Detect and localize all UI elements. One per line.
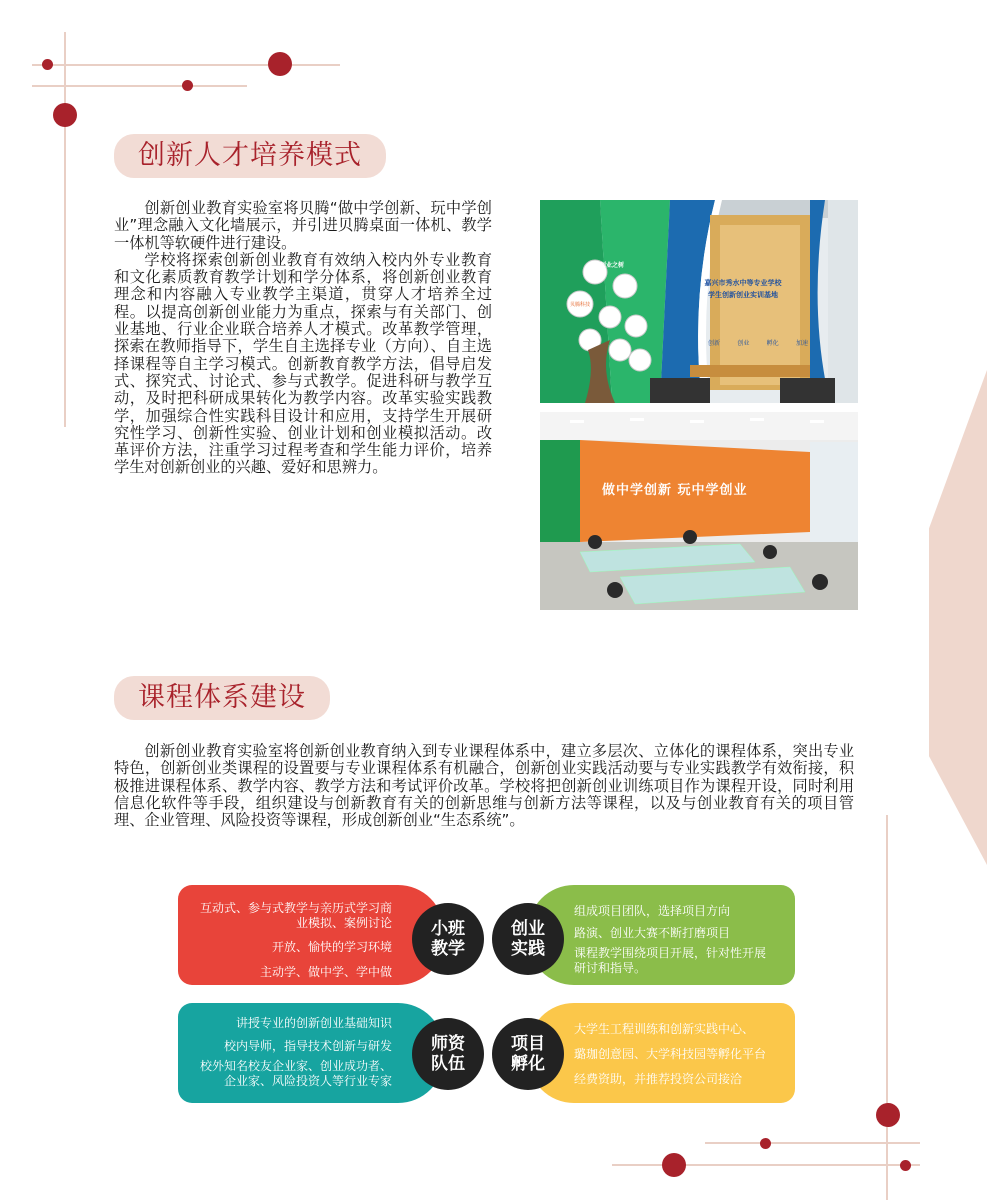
logo-text: 贝腾科技 bbox=[569, 302, 590, 308]
circle-practice-line2: 实践 bbox=[511, 939, 545, 959]
practice-item-3: 课程教学围绕项目开展，针对性开展 bbox=[574, 946, 767, 960]
practice-item-1: 组成项目团队，选择项目方向 bbox=[574, 904, 731, 918]
circle-faculty bbox=[412, 1018, 484, 1090]
decor-horizontal-line-top-2 bbox=[32, 85, 247, 87]
classroom-slogan: 做中学创新 玩中学创业 bbox=[602, 483, 748, 498]
section1-paragraph-2: 学校将探索创新创业教育有效纳入校内外专业教育和文化素质教育教学计划和学分体系，将创新创业教育理念和内容融入专业教学主渠道，贯穿人才培养全过程。以提高创新创业能力为重点，探索与有关部门、创业基地、行业企业联合培养人才模式。改革教学管理，探索在教师指导下，学生自主选择专业（方向）、自主选择课程等自主学习模式。创新教育教学方法，倡导启发式、探究式、讨论式、参与式教学。促进科研与教学互动，及时把科研成果转化为教学内容。改革实验实践教学，加强综合性实践科目设计和应用，支持学生开展研究性学习、创新性实验、创业计划和创业模拟活动。改革评价方法，注重学习过程考查和学生能力评价，培养学生对创新创业的兴趣、爱好和思辨力。 bbox=[114, 250, 492, 477]
circle-faculty-line2: 队伍 bbox=[431, 1054, 465, 1074]
box-small-class bbox=[178, 885, 444, 985]
circle-incubation-line1: 项目 bbox=[511, 1034, 545, 1054]
decor-dot-small-1 bbox=[42, 59, 53, 70]
practice-item-4: 研讨和指导。 bbox=[574, 961, 647, 975]
small-class-item-4: 主动学、做中学、学中做 bbox=[259, 965, 392, 979]
circle-practice bbox=[492, 903, 564, 975]
circle-small-class-line1: 小班 bbox=[431, 919, 465, 939]
section2-text bbox=[114, 743, 854, 829]
tree-sign: 创业之树 bbox=[600, 262, 625, 269]
circle-incubation bbox=[492, 1018, 564, 1090]
small-class-item-2: 业模拟、案例讨论 bbox=[295, 916, 392, 930]
small-class-item-3: 开放、愉快的学习环境 bbox=[271, 940, 392, 954]
box-faculty bbox=[178, 1003, 444, 1103]
small-class-item-1: 互动式、参与式教学与亲历式学习商 bbox=[199, 901, 392, 915]
incubation-item-1: 大学生工程训练和创新实践中心、 bbox=[574, 1022, 755, 1036]
box-incubation bbox=[528, 1003, 795, 1103]
wall-words bbox=[708, 338, 808, 347]
decor-dot-small-2 bbox=[182, 80, 193, 91]
box-practice bbox=[528, 885, 795, 985]
decor-horizontal-line-bottom-2 bbox=[612, 1164, 920, 1166]
box-practice-items bbox=[528, 885, 795, 976]
decor-dot-large-4 bbox=[662, 1153, 686, 1177]
wall-sign-line2: 学生创新创业实训基地 bbox=[708, 291, 778, 299]
circle-practice-line1: 创业 bbox=[511, 919, 545, 939]
wall-sign-line1: 嘉兴市秀水中等专业学校 bbox=[704, 279, 782, 287]
faculty-item-3: 校外知名校友企业家、创业成功者、 bbox=[199, 1059, 392, 1073]
wall-word-2: 创业 bbox=[737, 340, 750, 347]
decor-side-shape bbox=[929, 370, 987, 865]
faculty-item-2: 校内导师，指导技术创新与研发 bbox=[223, 1039, 392, 1053]
section1-text bbox=[114, 200, 492, 477]
wall-word-4: 加速 bbox=[795, 340, 808, 347]
circle-incubation-line2: 孵化 bbox=[511, 1054, 545, 1074]
circle-faculty-line1: 师资 bbox=[431, 1034, 465, 1054]
decor-horizontal-line-bottom-1 bbox=[705, 1142, 920, 1144]
decor-dot-small-4 bbox=[900, 1160, 911, 1171]
lab-photo-wall bbox=[540, 200, 858, 403]
circle-small-class bbox=[412, 903, 484, 975]
wall-word-1: 创新 bbox=[708, 340, 721, 347]
section-title-talent-model: 创新人才培养模式 bbox=[114, 134, 386, 178]
faculty-item-4: 企业家、风险投资人等行业专家 bbox=[223, 1074, 392, 1088]
decor-vertical-line-top bbox=[64, 32, 66, 427]
incubation-item-2: 璐珈创意园、大学科技园等孵化平台 bbox=[574, 1047, 767, 1061]
lab-photo-classroom-art bbox=[540, 412, 858, 610]
box-faculty-items bbox=[178, 1003, 444, 1089]
decor-dot-small-3 bbox=[760, 1138, 771, 1149]
box-small-class-items bbox=[178, 885, 444, 983]
decor-dot-large-1 bbox=[268, 52, 292, 76]
practice-item-2: 路演、创业大赛不断打磨项目 bbox=[574, 926, 731, 940]
faculty-item-1: 讲授专业的创新创业基础知识 bbox=[235, 1016, 392, 1030]
box-incubation-items bbox=[528, 1003, 795, 1090]
lab-photo-classroom bbox=[540, 412, 858, 610]
section1-paragraph-1: 创新创业教育实验室将贝腾“做中学创新、玩中学创业”理念融入文化墙展示，并引进贝腾桌面一体机、教学一体机等软硬件进行建设。 bbox=[114, 199, 492, 252]
incubation-item-3: 经费资助，并推荐投资公司接洽 bbox=[574, 1072, 743, 1086]
wall-word-3: 孵化 bbox=[766, 340, 779, 347]
decor-horizontal-line-top-1 bbox=[32, 64, 340, 66]
section-title-curriculum: 课程体系建设 bbox=[114, 676, 330, 720]
decor-dot-large-2 bbox=[53, 103, 77, 127]
section2-paragraph: 创新创业教育实验室将创新创业教育纳入到专业课程体系中，建立多层次、立体化的课程体系，突出专业特色，创新创业类课程的设置要与专业课程体系有机融合，创新创业实践活动要与专业实践教学有效衔接，积极推进课程体系、教学内容、教学方法和考试评价改革。学校将把创新创业训练项目作为课程开设，同时利用信息化软件等手段，组织建设与创新教育有关的创新思维与创新方法等课程，以及与创业教育有关的项目管理、企业管理、风险投资等课程，形成创新创业“生态系统”。 bbox=[114, 742, 854, 830]
circle-small-class-line2: 教学 bbox=[431, 939, 465, 959]
decor-dot-large-3 bbox=[876, 1103, 900, 1127]
